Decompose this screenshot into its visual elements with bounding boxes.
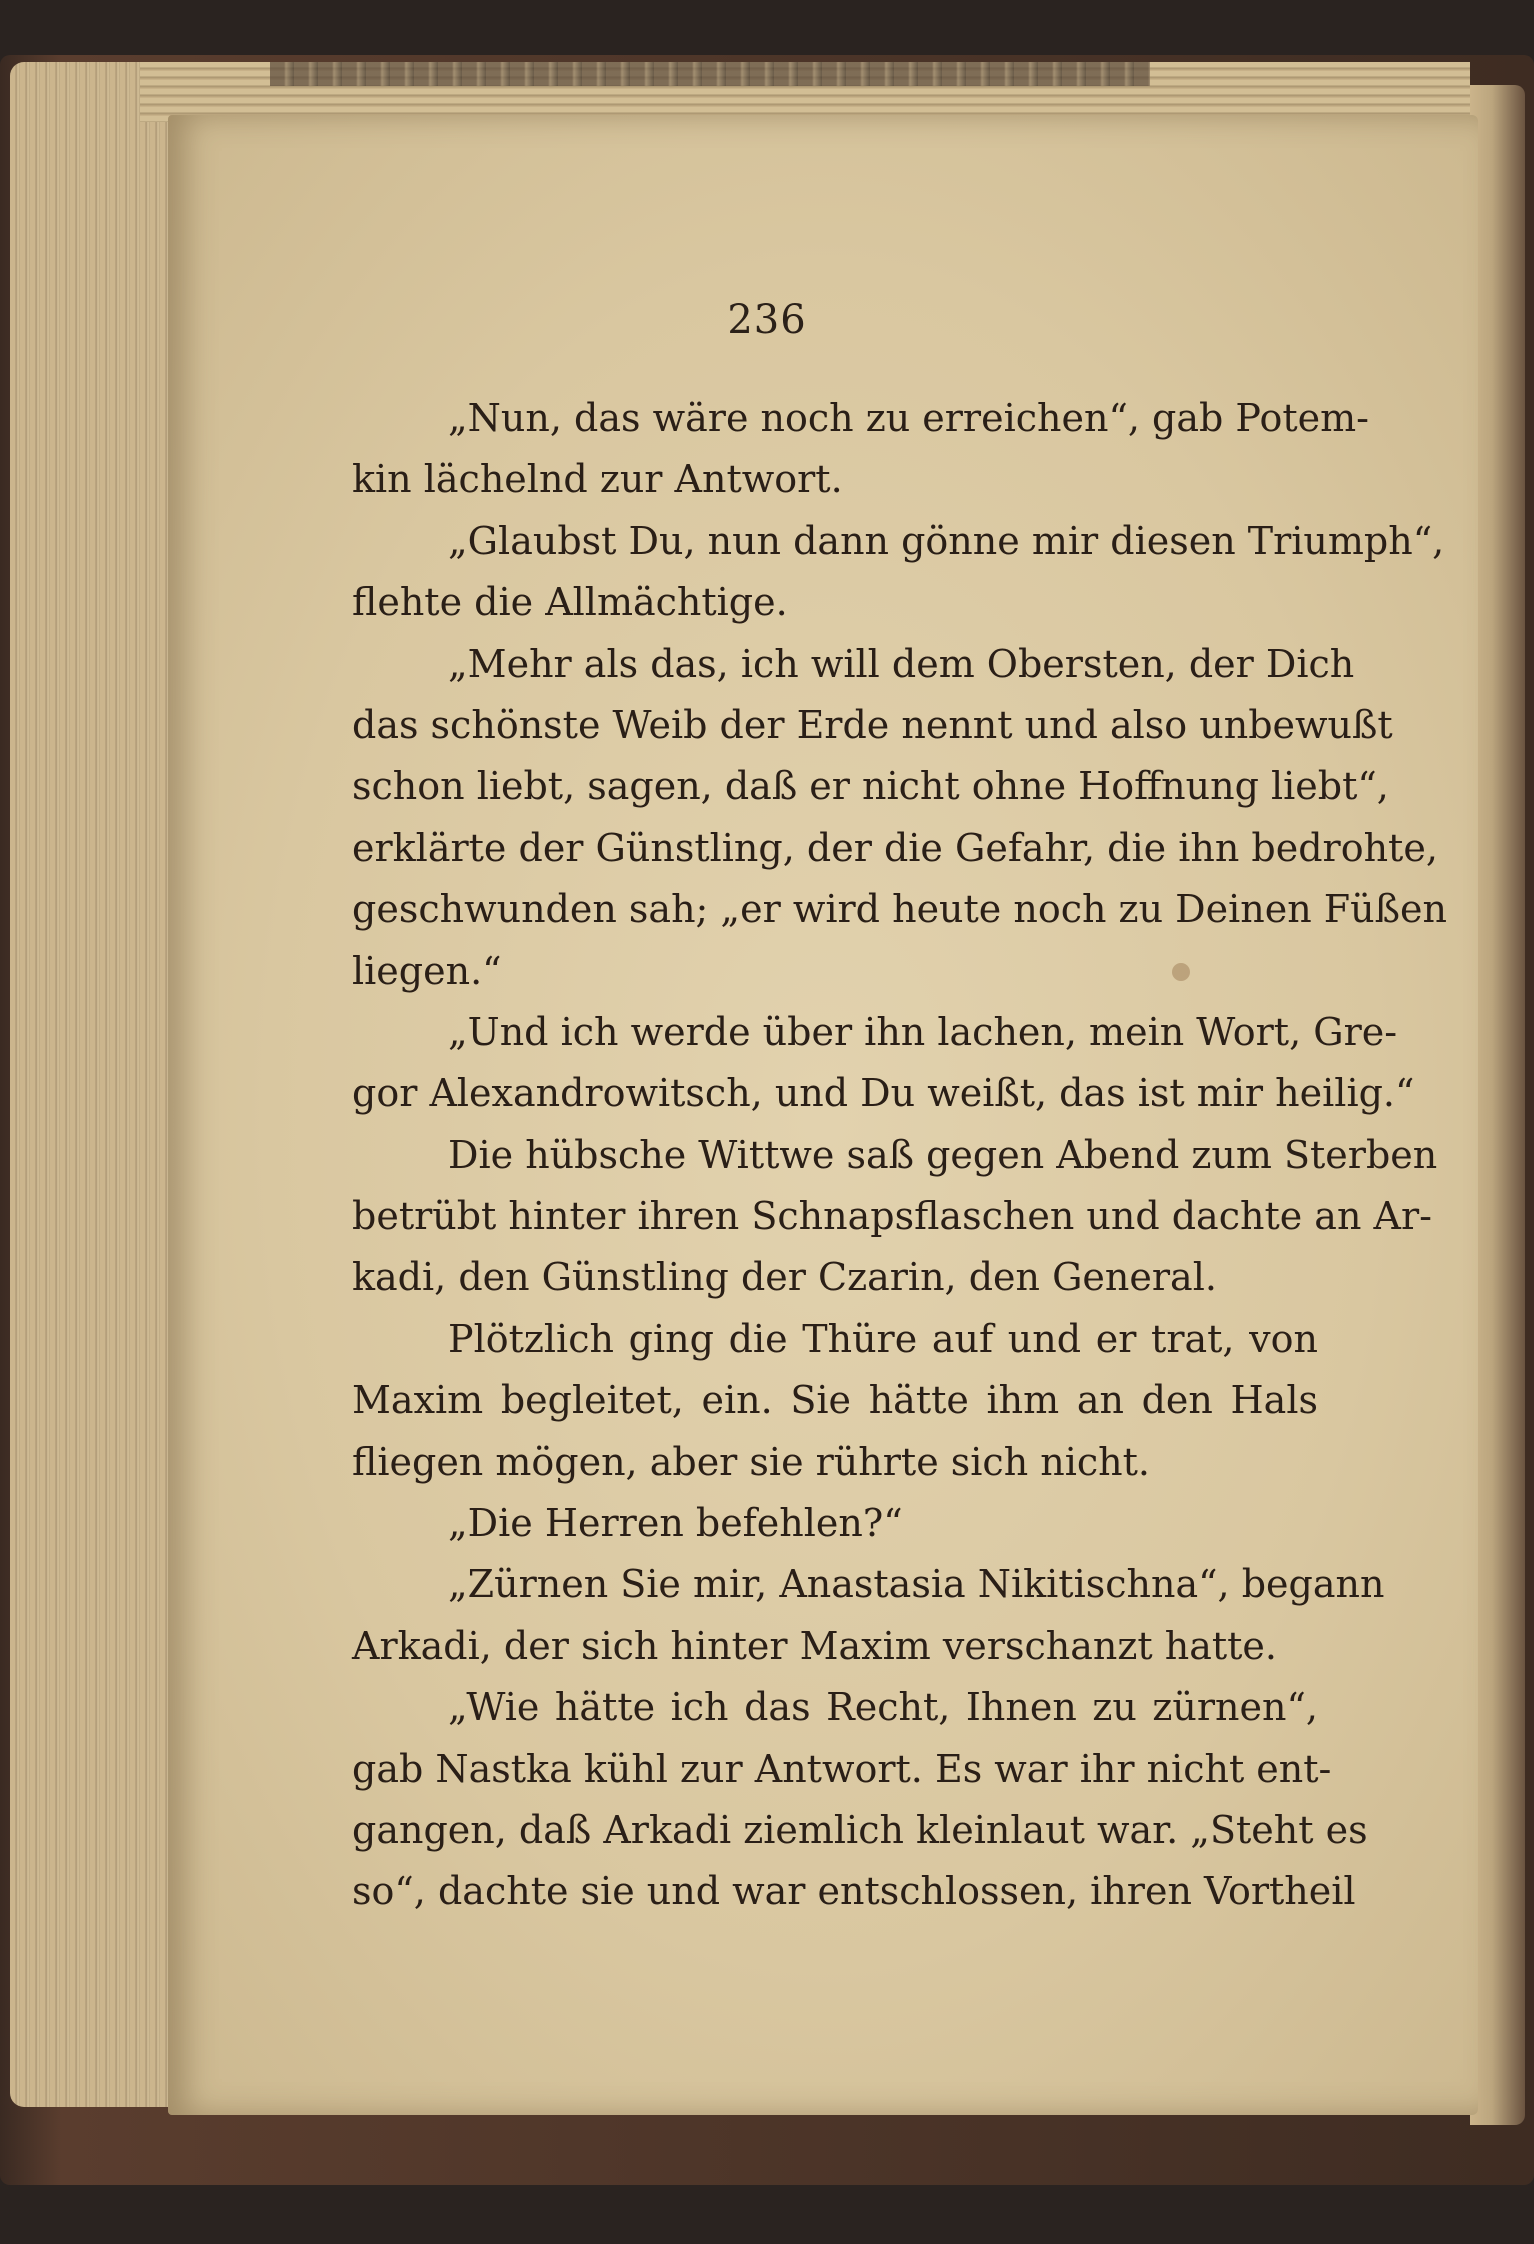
text-line: gor Alexandrowitsch, und Du weißt, das ist mir heilig.“: [352, 1071, 1415, 1116]
text-line: Plötzlich ging die Thüre auf und er trat, von: [448, 1316, 1318, 1361]
text-line: Maxim begleitet, ein. Sie hätte ihm an den Hals: [352, 1378, 1318, 1423]
text-line: kadi, den Günstling der Czarin, den General.: [352, 1255, 1217, 1300]
text-line: Arkadi, der sich hinter Maxim verschanzt hatte.: [352, 1623, 1277, 1668]
text-line: „Und ich werde über ihn lachen, mein Wort, Gre-: [448, 1009, 1398, 1054]
text-line: „Zürnen Sie mir, Anastasia Nikitischna“, begann: [448, 1562, 1385, 1607]
text-line: „Nun, das wäre noch zu erreichen“, gab Potem-: [448, 396, 1369, 440]
text-line: „Glaubst Du, nun dann gönne mir diesen Triumph“,: [448, 518, 1445, 563]
text-line: gangen, daß Arkadi ziemlich kleinlaut war. „Steht es: [352, 1807, 1368, 1852]
text-line: flehte die Allmächtige.: [352, 580, 788, 625]
text-line: geschwunden sah; „er wird heute noch zu Deinen Füßen: [352, 887, 1447, 932]
page-edge-right: [1470, 85, 1525, 2125]
text-line: erklärte der Günstling, der die Gefahr, die ihn bedrohte,: [352, 825, 1438, 870]
text-line: „Wie hätte ich das Recht, Ihnen zu zürnen“,: [448, 1685, 1318, 1730]
text-line: das schönste Weib der Erde nennt und also unbewußt: [352, 702, 1393, 747]
text-line: liegen.“: [352, 948, 502, 993]
text-line: gab Nastka kühl zur Antwort. Es war ihr nicht ent-: [352, 1746, 1332, 1791]
text-line: Die hübsche Wittwe saß gegen Abend zum Sterben: [448, 1132, 1438, 1177]
page-edges-left: [10, 62, 185, 2107]
spine-decoration: [270, 62, 1150, 86]
text-line: „Die Herren befehlen?“: [448, 1501, 903, 1546]
page-number: 236: [727, 297, 807, 343]
text-line: „Mehr als das, ich will dem Obersten, der Dich: [448, 641, 1355, 686]
body-text: [352, 388, 1447, 1923]
text-line: fliegen mögen, aber sie rührte sich nicht.: [352, 1439, 1150, 1484]
text-line: kin lächelnd zur Antwort.: [352, 457, 843, 502]
text-line: schon liebt, sagen, daß er nicht ohne Hoffnung liebt“,: [352, 764, 1389, 809]
text-line: betrübt hinter ihren Schnapsflaschen und dachte an Ar-: [352, 1194, 1432, 1239]
text-line: so“, dachte sie und war entschlossen, ihren Vortheil: [352, 1869, 1356, 1914]
